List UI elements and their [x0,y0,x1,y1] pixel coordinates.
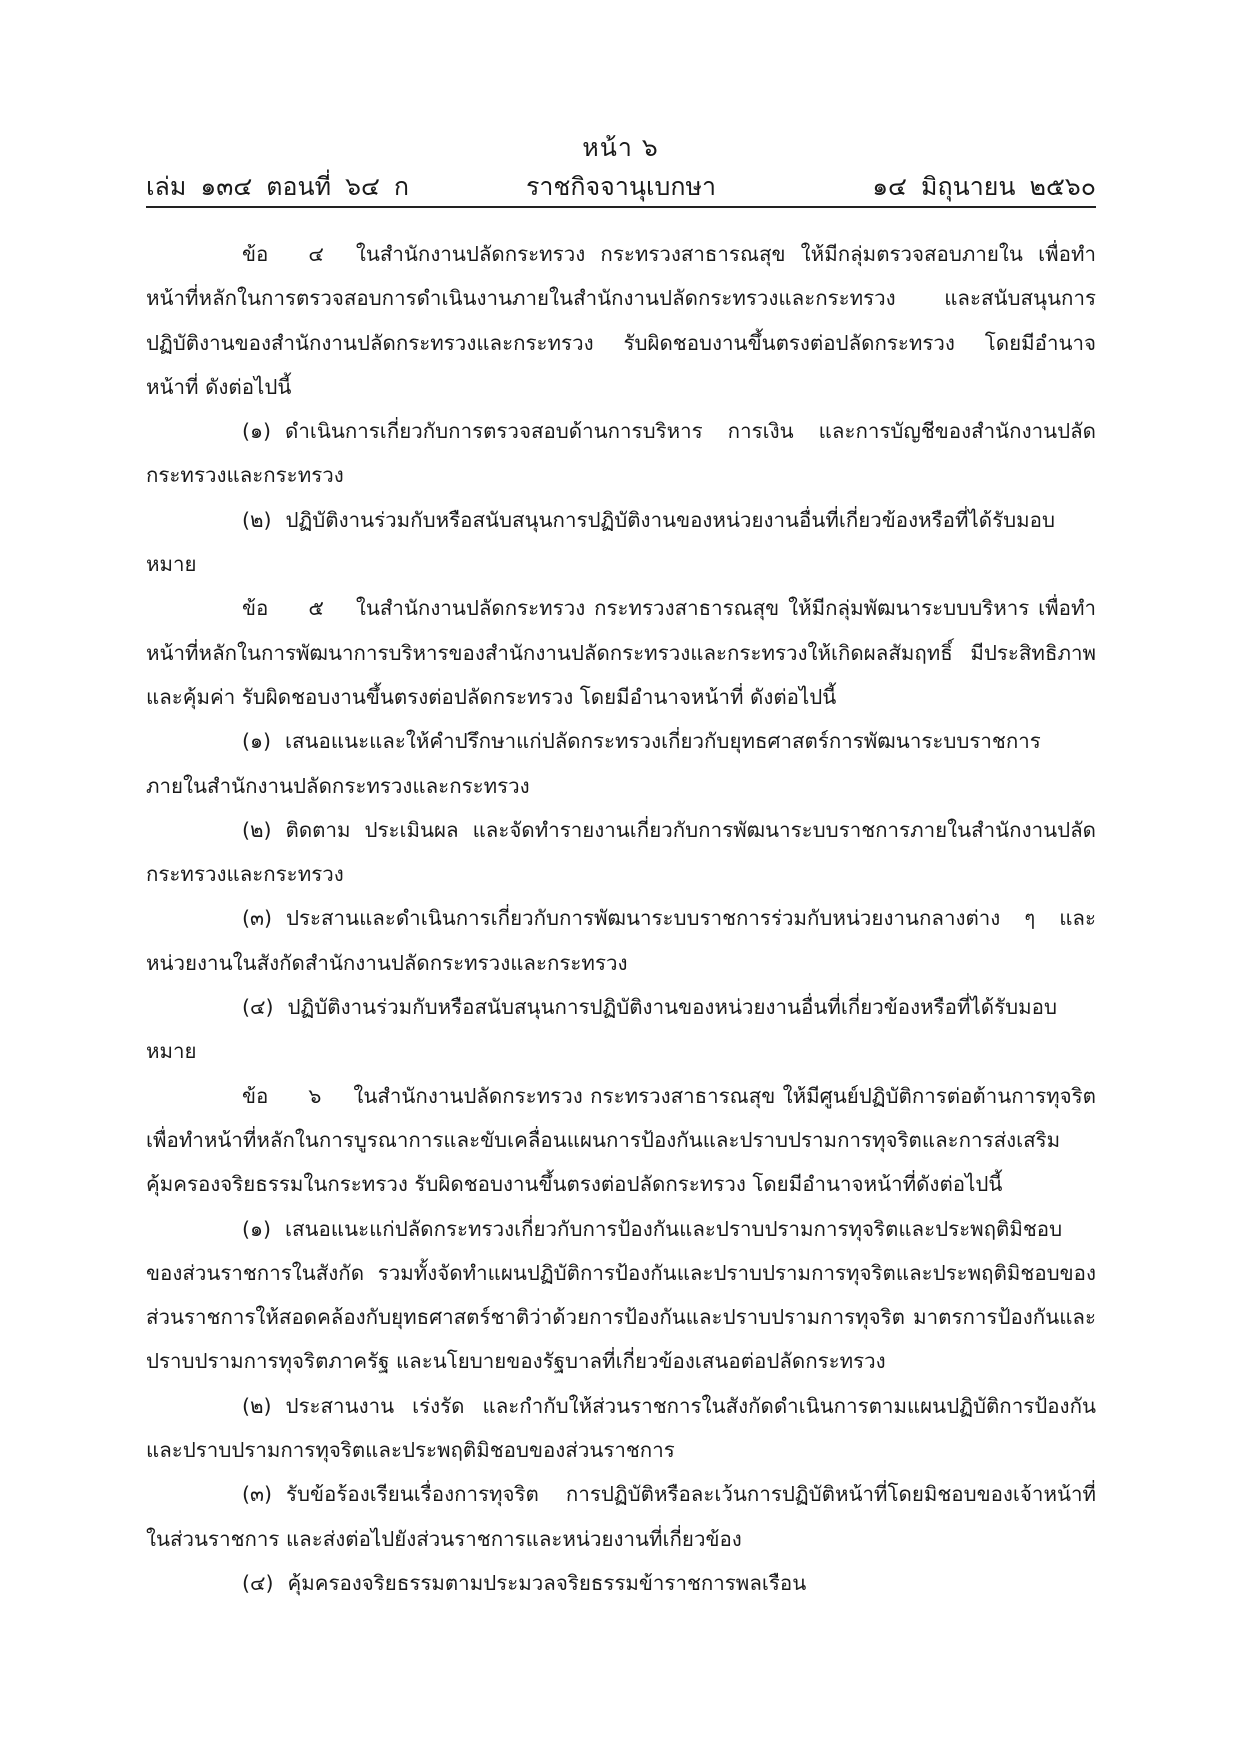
gazette-header [146,167,1096,203]
item-label: (๒) [242,507,272,532]
item-label: (๓) [242,906,273,931]
item-text: ติดตาม ประเมินผล และจัดทำรายงานเกี่ยวกับการพัฒนาระบบราชการภายในสำนักงานปลัดกระทรวงและกระทรวง [146,817,1096,887]
clause-6-item-1 [146,1207,1096,1384]
volume-label: เล่ม [146,172,187,201]
clause-5-item-1 [146,719,1096,808]
item-label: (๔) [242,1570,274,1595]
item-label: (๑) [242,419,272,444]
gazette-title: ราชกิจจานุเบกษา [525,172,717,201]
item-label: (๔) [242,995,274,1020]
clause-number: ๔ [308,242,324,266]
section-letter: ก [393,172,410,201]
clause-text: ในสำนักงานปลัดกระทรวง กระทรวงสาธารณสุข ให้มีศูนย์ปฏิบัติการต่อต้านการทุจริต เพื่อทำหน้าที่หลักในการบูรณาการและขับเคลื่อนแผนการป้องกันและปราบปรามการทุจริตและการส่งเสริมคุ้มครองจริยธรรมในกระทรวง รับผิดชอบงานขึ้นตรงต่อปลัดกระทรวง โดยมีอำนาจหน้าที่ดังต่อไปนี้ [146,1083,1096,1197]
clause-5-item-3 [146,896,1096,985]
item-label: (๒) [242,1393,272,1418]
clause-4 [146,232,1096,409]
clause-4-item-2 [146,498,1096,587]
item-label: (๑) [242,729,272,754]
item-text: ปฏิบัติงานร่วมกับหรือสนับสนุนการปฏิบัติงานของหน่วยงานอื่นที่เกี่ยวข้องหรือที่ได้รับมอบหมาย [146,507,1055,577]
item-text: ประสานงาน เร่งรัด และกำกับให้ส่วนราชการในสังกัดดำเนินการตามแผนปฏิบัติการป้องกันและปราบปรามการทุจริตและประพฤติมิชอบของส่วนราชการ [146,1393,1096,1463]
item-text: เสนอแนะและให้คำปรึกษาแก่ปลัดกระทรวงเกี่ยวกับยุทธศาสตร์การพัฒนาระบบราชการภายในสำนักงานปลัดกระทรวงและกระทรวง [146,729,1041,798]
clause-text: ในสำนักงานปลัดกระทรวง กระทรวงสาธารณสุข ให้มีกลุ่มตรวจสอบภายใน เพื่อทำหน้าที่หลักในการตรวจสอบการดำเนินงานภายในสำนักงานปลัดกระทรวงและกระทรวง และสนับสนุนการปฏิบัติงานของสำนักงานปลัดกระทรวงและกระทรวง รับผิดชอบงานขึ้นตรงต่อปลัดกระทรวง โดยมีอำนาจหน้าที่ ดังต่อไปนี้ [146,242,1096,399]
item-text: ประสานและดำเนินการเกี่ยวกับการพัฒนาระบบราชการร่วมกับหน่วยงานกลางต่าง ๆ และหน่วยงานในสังกัดสำนักงานปลัดกระทรวงและกระทรวง [146,906,1096,975]
item-label: (๓) [242,1482,273,1507]
clause-5-item-4 [146,985,1096,1074]
item-text: รับข้อร้องเรียนเรื่องการทุจริต การปฏิบัติหรือละเว้นการปฏิบัติหน้าที่โดยมิชอบของเจ้าหน้าที่ในส่วนราชการ และส่งต่อไปยังส่วนราชการและหน่วยงานที่เกี่ยวข้อง [146,1482,1096,1551]
clause-6-item-2 [146,1384,1096,1473]
header-divider [146,206,1096,208]
date-month: มิถุนายน [920,172,1016,201]
clause-number: ๕ [308,596,324,621]
clause-5 [146,586,1096,719]
item-text: ดำเนินการเกี่ยวกับการตรวจสอบด้านการบริหาร การเงิน และการบัญชีของสำนักงานปลัดกระทรวงและกระทรวง [146,419,1096,488]
clause-4-item-1 [146,409,1096,498]
item-label: (๒) [242,817,272,842]
clause-6 [146,1074,1096,1207]
publication-date [858,167,1096,207]
clause-text: ในสำนักงานปลัดกระทรวง กระทรวงสาธารณสุข ให้มีกลุ่มพัฒนาระบบบริหาร เพื่อทำหน้าที่หลักในการพัฒนาการบริหารของสำนักงานปลัดกระทรวงและกระทรวงให้เกิดผลสัมฤทธิ์ มีประสิทธิภาพ และคุ้มค่า รับผิดชอบงานขึ้นตรงต่อปลัดกระทรวง โดยมีอำนาจหน้าที่ ดังต่อไปนี้ [146,596,1096,709]
clause-number: ๖ [308,1083,322,1108]
clause-5-item-2 [146,808,1096,897]
issue-label: ตอนที่ [266,172,332,201]
volume-number: ๑๓๔ [200,172,253,201]
document-body [146,232,1096,1605]
clause-word: ข้อ [242,596,269,621]
item-label: (๑) [242,1216,272,1241]
item-text: คุ้มครองจริยธรรมตามประมวลจริยธรรมข้าราชการพลเรือน [287,1570,807,1595]
clause-6-item-3 [146,1472,1096,1561]
clause-word: ข้อ [242,242,269,266]
date-day: ๑๔ [872,172,907,201]
item-text: เสนอแนะแก่ปลัดกระทรวงเกี่ยวกับการป้องกันและปราบปรามการทุจริตและประพฤติมิชอบของส่วนราชการในสังกัด รวมทั้งจัดทำแผนปฏิบัติการป้องกันและปราบปรามการทุจริตและประพฤติมิชอบของส่วนราชการให้สอดคล้องกับยุทธศาสตร์ชาติว่าด้วยการป้องกันและปราบปรามการทุจริต มาตรการป้องกันและปราบปรามการทุจริตภาครัฐ และนโยบายของรัฐบาลที่เกี่ยวข้องเสนอต่อปลัดกระทรวง [146,1216,1096,1374]
item-text: ปฏิบัติงานร่วมกับหรือสนับสนุนการปฏิบัติงานของหน่วยงานอื่นที่เกี่ยวข้องหรือที่ได้รับมอบหมาย [146,995,1057,1064]
issue-number: ๖๔ [345,172,380,201]
date-year: ๒๕๖๐ [1029,172,1096,201]
clause-word: ข้อ [242,1083,269,1108]
clause-6-item-4 [146,1561,1096,1605]
page-number: หน้า ๖ [582,133,659,162]
